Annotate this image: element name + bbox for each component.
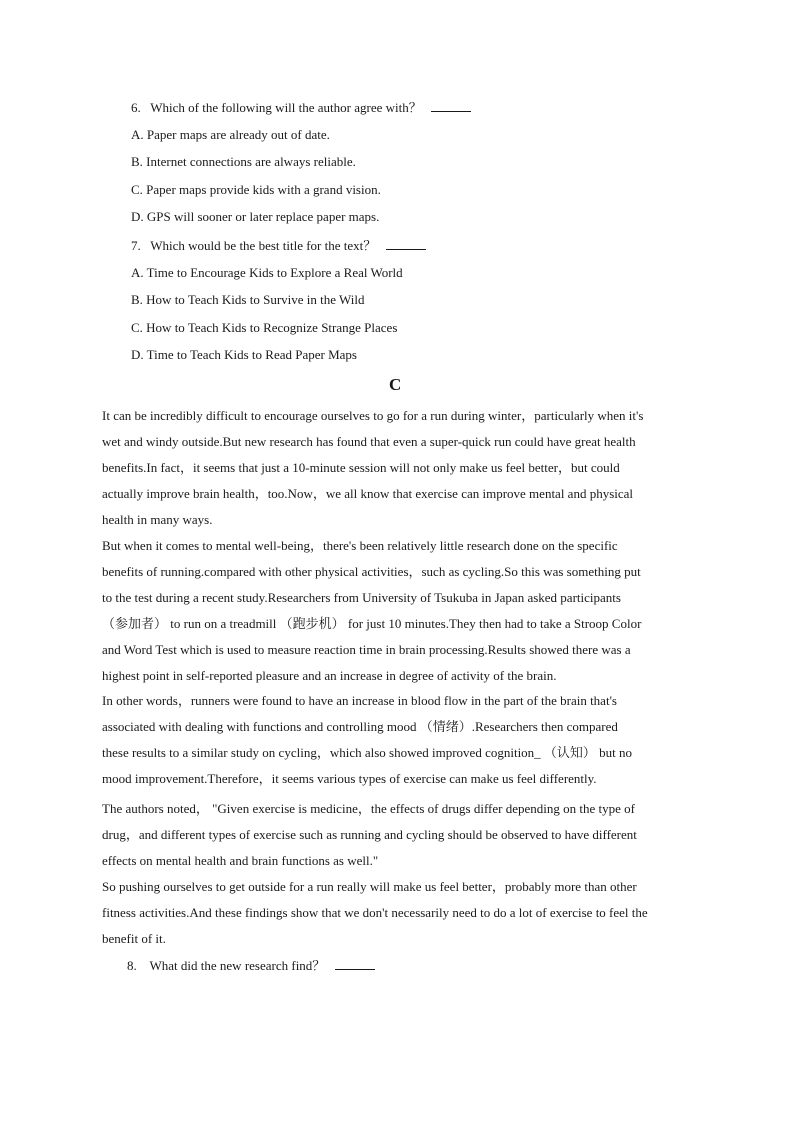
passage-line: So pushing ourselves to get outside for a run really will make us feel better，probably more than other: [102, 879, 637, 894]
passage-paragraph-5: [102, 874, 702, 952]
passage-line: fitness activities.And these findings show that we don't necessarily need to do a lot of exercise to feel the: [102, 905, 648, 920]
question-number: 8.: [127, 958, 137, 973]
passage-line: these results to a similar study on cycling，which also showed improved cognition_ （认知） but no: [102, 745, 633, 760]
passage-line: associated with dealing with functions and controlling mood （情绪）.Researchers then compared: [102, 719, 618, 734]
q6-option-a: A. Paper maps are already out of date.: [131, 127, 330, 142]
passage-line: （参加者） to run on a treadmill （跑步机） for just 10 minutes.They then had to take a Stroop Color: [102, 616, 642, 631]
question-6: [131, 99, 471, 116]
answer-blank[interactable]: [431, 99, 471, 112]
question-7: [131, 237, 426, 254]
section-heading: C: [389, 375, 402, 394]
passage-paragraph-3: [102, 688, 702, 792]
passage-line: drug，and different types of exercise such as running and cycling should be observed to have different: [102, 827, 637, 842]
q6-option-c: C. Paper maps provide kids with a grand vision.: [131, 182, 381, 197]
answer-blank[interactable]: [386, 237, 426, 250]
q7-option-d: D. Time to Teach Kids to Read Paper Maps: [131, 347, 357, 362]
passage-line: benefits of running.compared with other physical activities，such as cycling.So this was something put: [102, 564, 641, 579]
passage-line: and Word Test which is used to measure reaction time in brain processing.Results showed there was a: [102, 642, 631, 657]
passage-line: mood improvement.Therefore，it seems various types of exercise can make us feel differently.: [102, 771, 597, 786]
passage-line: In other words，runners were found to have an increase in blood flow in the part of the brain that's: [102, 693, 617, 708]
passage-line: It can be incredibly difficult to encourage ourselves to go for a run during winter，particularly when it's: [102, 408, 644, 423]
question-text: What did the new research find？: [149, 958, 326, 973]
passage-line: wet and windy outside.But new research has found that even a super-quick run could have great health: [102, 434, 636, 449]
passage-paragraph-2: [102, 533, 702, 689]
question-8: [127, 957, 375, 974]
question-number: 6.: [131, 100, 141, 115]
passage-line: benefits.In fact，it seems that just a 10-minute session will not only make us feel better，but could: [102, 460, 620, 475]
q7-option-b: B. How to Teach Kids to Survive in the Wild: [131, 292, 365, 307]
q7-option-c: C. How to Teach Kids to Recognize Strange Places: [131, 320, 398, 335]
q6-option-b: B. Internet connections are always reliable.: [131, 154, 356, 169]
passage-line: to the test during a recent study.Researchers from University of Tsukuba in Japan asked participants: [102, 590, 621, 605]
passage-line: actually improve brain health，too.Now，we all know that exercise can improve mental and physical: [102, 486, 634, 501]
passage-line: But when it comes to mental well-being，there's been relatively little research done on the specific: [102, 538, 618, 553]
question-text: Which would be the best title for the text？: [150, 238, 377, 253]
passage-line: highest point in self-reported pleasure and an increase in degree of activity of the brain.: [102, 668, 557, 683]
passage-paragraph-1: [102, 403, 702, 533]
passage-paragraph-4: [102, 796, 702, 874]
question-text: Which of the following will the author agree with？: [150, 100, 422, 115]
passage-line: health in many ways.: [102, 512, 213, 527]
answer-blank[interactable]: [335, 957, 375, 970]
passage-line: The authors noted， "Given exercise is medicine，the effects of drugs differ depending on the type of: [102, 801, 635, 816]
question-number: 7.: [131, 238, 141, 253]
q6-option-d: D. GPS will sooner or later replace paper maps.: [131, 209, 380, 224]
passage-line: effects on mental health and brain functions as well.": [102, 853, 379, 868]
q7-option-a: A. Time to Encourage Kids to Explore a Real World: [131, 265, 403, 280]
passage-line: benefit of it.: [102, 931, 166, 946]
